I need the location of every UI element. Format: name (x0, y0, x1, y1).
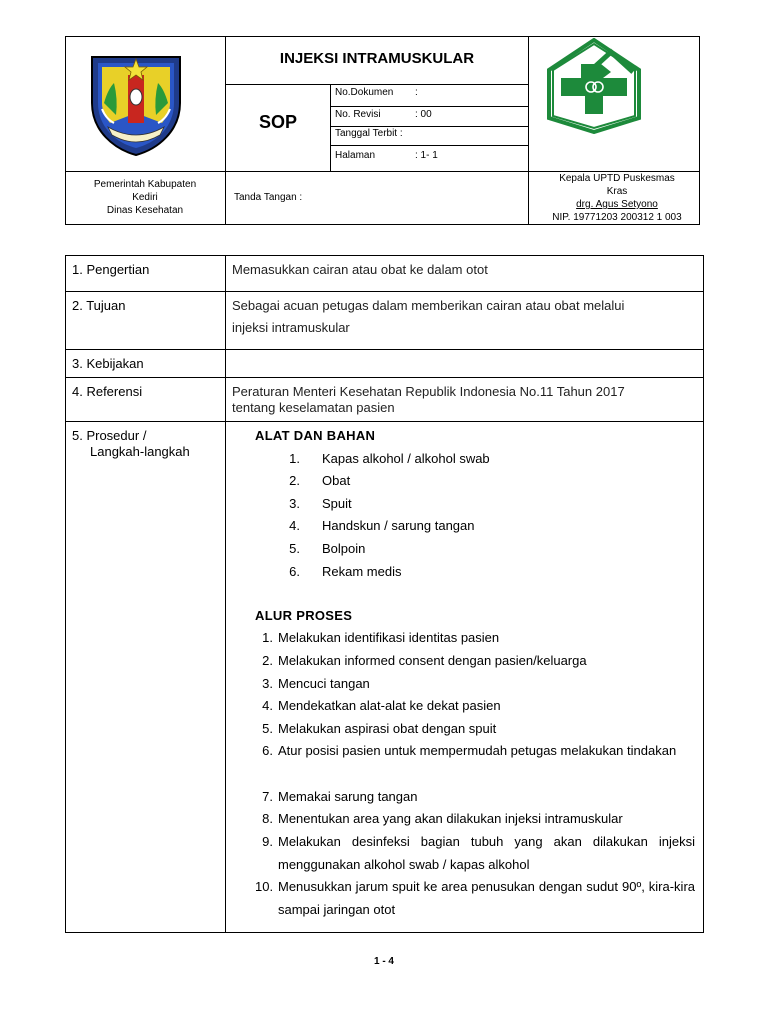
row-label-referensi: 4. Referensi (72, 384, 143, 399)
table-divider (65, 291, 704, 292)
page-number: 1 - 4 (373, 956, 394, 967)
tool-number: 5. (289, 541, 300, 556)
step-text: Melakukan desinfeksi bagian tubuh yang akan dilakukan injeksi menggunakan alkohol swab / kapas alkohol (278, 834, 695, 872)
header-divider (330, 145, 528, 146)
step-number: 4. (262, 698, 273, 713)
tools-section-title: ALAT DAN BAHAN (255, 428, 376, 443)
list-item (255, 876, 695, 921)
list-item (255, 786, 695, 809)
approver-block (530, 172, 704, 224)
agency-line: Dinas Kesehatan (106, 205, 184, 216)
tool-number: 1. (289, 451, 300, 466)
step-text: Melakukan aspirasi obat dengan spuit (278, 721, 497, 736)
meta-label-no-dokumen: No.Dokumen (335, 87, 394, 98)
step-number: 5. (262, 721, 273, 736)
row-label-tujuan: 2. Tujuan (72, 298, 126, 313)
tool-text: Obat (322, 473, 351, 488)
header-divider (330, 126, 528, 127)
meta-label-no-revisi: No. Revisi (335, 109, 381, 120)
step-text: Mendekatkan alat-alat ke dekat pasien (278, 698, 501, 713)
meta-value-no-revisi: : 00 (415, 109, 432, 120)
puskesmas-logo (545, 38, 643, 134)
approver-office: Kras (606, 186, 628, 197)
list-item (255, 650, 695, 673)
step-number: 9. (262, 834, 273, 849)
list-item (255, 695, 695, 718)
step-number: 8. (262, 811, 273, 826)
tool-text: Rekam medis (322, 564, 402, 579)
tool-number: 2. (289, 473, 300, 488)
process-section-title: ALUR PROSES (255, 608, 353, 623)
row-label-prosedur: Langkah-langkah (90, 444, 190, 459)
header-divider (330, 106, 528, 107)
step-text: Menusukkan jarum spuit ke area penusukan dengan sudut 90º, kira-kira sampai jaringan otot (278, 879, 695, 917)
step-number: 2. (262, 653, 273, 668)
meta-value-halaman: : 1- 1 (415, 150, 438, 161)
list-item (255, 831, 695, 876)
step-number: 1. (262, 630, 273, 645)
header-divider (330, 84, 331, 171)
row-label-prosedur: 5. Prosedur / (72, 428, 147, 443)
approver-nip: NIP. 19771203 200312 1 003 (552, 212, 682, 223)
tool-number: 3. (289, 496, 300, 511)
step-text: Mencuci tangan (278, 676, 370, 691)
agency-line: Kediri (132, 192, 158, 203)
tool-text: Spuit (322, 496, 352, 511)
step-number: 6. (262, 743, 273, 758)
signature-label: Tanda Tangan : (234, 192, 303, 203)
approver-title: Kepala UPTD Puskesmas (559, 173, 675, 184)
step-text: Memakai sarung tangan (278, 789, 418, 804)
table-divider (65, 421, 704, 422)
meta-label-tanggal-terbit: Tanggal Terbit : (335, 128, 403, 139)
list-item (255, 627, 695, 650)
tool-text: Bolpoin (322, 541, 366, 556)
header-divider (528, 36, 529, 225)
kediri-regency-emblem (88, 53, 184, 157)
row-content-pengertian: Memasukkan cairan atau obat ke dalam otot (232, 262, 488, 277)
tool-text: Handskun / sarung tangan (322, 518, 475, 533)
table-divider (65, 349, 704, 350)
meta-label-halaman: Halaman (335, 150, 376, 161)
step-number: 7. (262, 789, 273, 804)
sop-label: SOP (258, 112, 297, 132)
step-number: 10. (255, 879, 274, 894)
document-title: INJEKSI INTRAMUSKULAR (279, 50, 475, 67)
row-label-pengertian: 1. Pengertian (72, 262, 150, 277)
approver-name: drg. Agus Setyono (576, 199, 658, 210)
row-content-tujuan: Sebagai acuan petugas dalam memberikan cairan atau obat melalui (232, 298, 625, 313)
row-content-referensi: tentang keselamatan pasien (232, 400, 395, 415)
list-item (255, 740, 695, 763)
step-text: Menentukan area yang akan dilakukan injeksi intramuskular (278, 811, 623, 826)
step-text: Melakukan informed consent dengan pasien/keluarga (278, 653, 587, 668)
step-text: Atur posisi pasien untuk mempermudah petugas melakukan tindakan (278, 743, 677, 758)
row-content-tujuan: injeksi intramuskular (232, 320, 350, 335)
table-divider (225, 255, 226, 933)
list-item (255, 808, 695, 831)
tool-number: 4. (289, 518, 300, 533)
step-number: 3. (262, 676, 273, 691)
header-divider (225, 84, 528, 85)
list-item (255, 673, 695, 696)
meta-value-no-dokumen: : (415, 87, 418, 98)
tool-text: Kapas alkohol / alkohol swab (322, 451, 490, 466)
row-content-referensi: Peraturan Menteri Kesehatan Republik Indonesia No.11 Tahun 2017 (232, 384, 625, 399)
agency-line: Pemerintah Kabupaten (93, 179, 197, 190)
issuing-agency (66, 178, 224, 217)
step-text: Melakukan identifikasi identitas pasien (278, 630, 500, 645)
tool-number: 6. (289, 564, 300, 579)
table-divider (65, 377, 704, 378)
row-label-kebijakan: 3. Kebijakan (72, 356, 144, 371)
list-item (255, 718, 695, 741)
